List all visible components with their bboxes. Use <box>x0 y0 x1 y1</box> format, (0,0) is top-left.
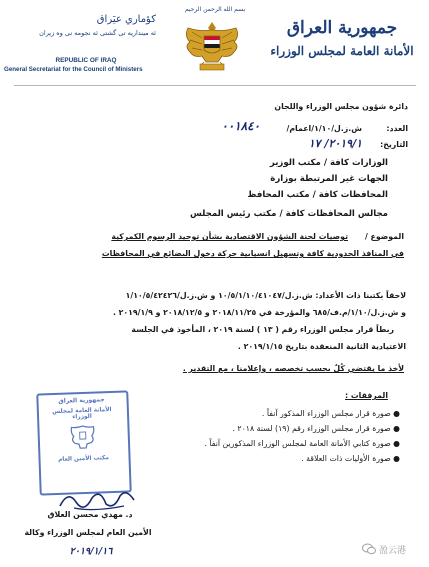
watermark-text: 盈云港 <box>379 545 407 556</box>
body-paragraph-1-line-1: لاحقاً بكتبنا ذات الأعداد: ش.ز.ل/١٠/٥/١/١٠/٤١٠٤٧ و ش.ز.ل/١/١٠/٥/٤٢٤٢٦ <box>125 291 406 300</box>
republic-en: REPUBLIC OF IRAQ <box>55 57 117 64</box>
secretariat-en: General Secretariat for the Council of Ministers <box>4 66 143 73</box>
attachment-bullet-icon: ● <box>390 454 400 463</box>
stamp-top-text: جمهورية العراق <box>58 396 105 405</box>
attachment-text: صورة الأوليات ذات العلاقة . <box>301 454 391 463</box>
recipient-line: الوزارات كافة / مكتب الوزير <box>269 158 388 168</box>
subject-line-2: في المنافذ الحدودية كافة وتسهيل انسيابية حركة دخول البضائع في المحافظات <box>101 249 404 258</box>
official-stamp <box>36 390 132 495</box>
wechat-icon <box>362 543 376 555</box>
attachment-text: صورة كتابي الأمانة العامة لمجلس الوزراء المذكورين آنفاً . <box>204 439 391 448</box>
republic-ar: جمهورية العراق <box>286 18 398 38</box>
attachment-item <box>200 454 400 464</box>
attachment-bullet-icon: ● <box>390 424 400 433</box>
attachment-item <box>170 424 400 434</box>
recipient-line: الجهات غير المرتبطة بوزارة <box>270 174 388 184</box>
body-closing: لأخذ ما يقتضي كُلٌ بحسب تخصصه ، وإعلامنا ، مع التقدير . <box>182 364 404 373</box>
iraq-eagle-emblem <box>180 18 244 80</box>
stamp-emblem-icon <box>69 424 96 451</box>
ref-date-label: التاريخ: <box>380 140 408 149</box>
ref-number-handwritten: ٠٠١٨٤٠ <box>221 119 260 133</box>
attachment-bullet-icon: ● <box>390 409 400 418</box>
wechat-watermark <box>362 540 426 558</box>
kurdish-secretariat: ئه مينداريه تى گشتى ئه نجومه نى وه زيران <box>39 29 156 37</box>
recipient-line: مجالس المحافظات كافة / مكتب رئيس المجلس <box>189 209 388 219</box>
kurdish-country: كؤماري عيَراق <box>96 14 156 25</box>
stamp-line-2: مكتب الأمين العام <box>58 455 110 463</box>
subject-label: الموضوع / <box>364 232 404 241</box>
attachment-item <box>140 439 400 449</box>
body-paragraph-1-line-2: و ش.ز.ل/١/١٠/م.ف/٦٨٥ والمؤرخة في ٢٠١٨/١١/٢٥ و ٢٠١٨/١٢/٥ و ٢٠١٩/١/٩ . <box>112 308 406 317</box>
attachment-item <box>170 409 400 419</box>
attachment-text: صورة قرار مجلس الوزراء رقم (١٩) لسنة ٢٠١٨ . <box>232 424 391 433</box>
ref-number-label: العدد: <box>386 124 408 133</box>
secretariat-ar: الأمانة العامة لمجلس الوزراء <box>270 44 414 58</box>
signatory-name: د. مهدي محسن العلاق <box>47 510 133 519</box>
attachments-label: المرفقات : <box>345 391 388 400</box>
attachment-bullet-icon: ● <box>390 439 400 448</box>
signature-date-handwritten: ٢٠١٩/١/١٦ <box>69 546 113 557</box>
signatory-title: الأمين العام لمجلس الوزراء وكالة <box>24 528 152 537</box>
basmala: بسم الله الرحمن الرحيم <box>184 6 246 13</box>
attachment-text: صورة قرار مجلس الوزراء المذكور آنفاً . <box>261 409 391 418</box>
subject-line-1: توصيات لجنة الشؤون الاقتصادية بشأن توحيد الرسوم الكمركية <box>111 232 348 241</box>
ref-date-handwritten: ٢٠١٩/١/ ١٧ <box>308 137 362 150</box>
header-divider <box>14 85 416 86</box>
department-name: دائرة شؤون مجلس الوزراء واللجان <box>274 102 408 111</box>
ref-number-value: ش.ز.ل/١/١٠/اعمام/ <box>286 124 362 133</box>
body-paragraph-2-line-1: ربطاً قرار مجلس الوزراء رقم ( ١٣ ) لسنة ٢٠١٩ ، المأخوذ في الجلسة <box>131 325 394 334</box>
stamp-line-1: الأمانة العامة لمجلس الوزراء <box>52 407 112 421</box>
body-paragraph-2-line-2: الاعتيادية الثانية المنعقدة بتاريخ ٢٠١٩/١/١٥ . <box>237 342 406 351</box>
recipient-line: المحافظات كافة / مكتب المحافظ <box>247 190 388 200</box>
